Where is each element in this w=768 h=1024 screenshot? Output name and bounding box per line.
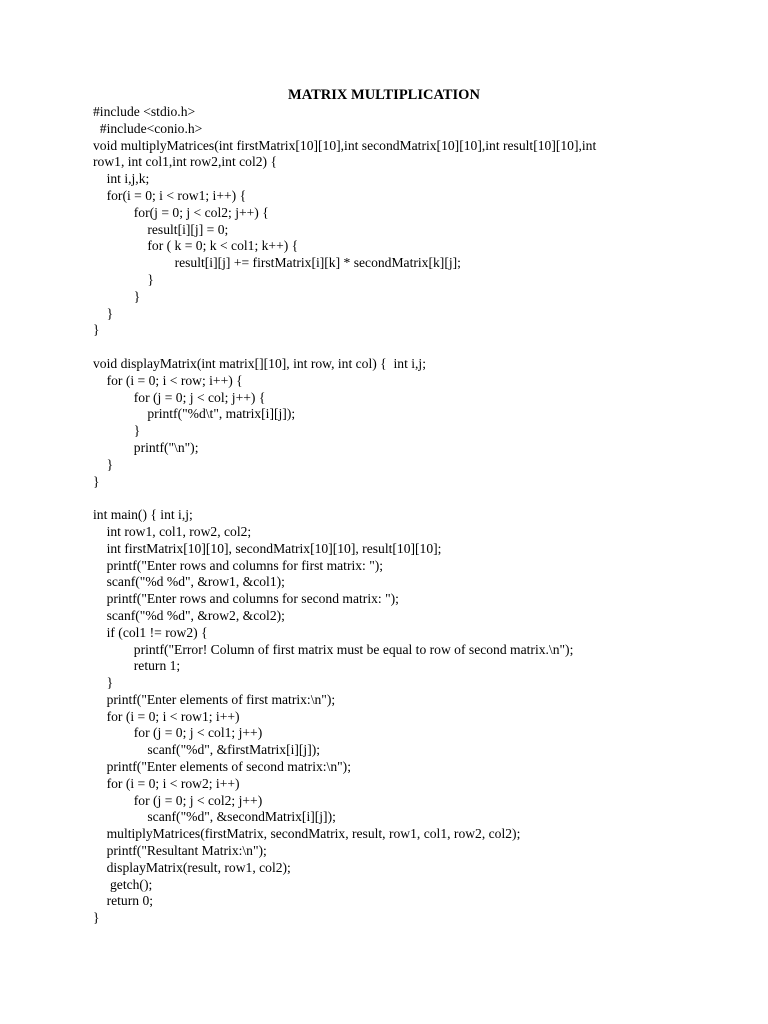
code-line: for(i = 0; i < row1; i++) { (93, 187, 247, 203)
code-line: } (93, 456, 114, 472)
code-line: for (i = 0; i < row; i++) { (93, 372, 243, 388)
code-line: row1, int col1,int row2,int col2) { (93, 154, 277, 170)
code-line: for (i = 0; i < row1; i++) (93, 708, 240, 724)
code-line: void multiplyMatrices(int firstMatrix[10][10],int secondMatrix[10][10],int result[10][10],int (93, 137, 597, 153)
code-line: if (col1 != row2) { (93, 624, 208, 640)
code-line: } (93, 305, 114, 321)
code-line: for (j = 0; j < col2; j++) (93, 792, 263, 808)
code-line: } (93, 910, 100, 926)
code-line: scanf("%d %d", &row1, &col1); (93, 574, 285, 590)
code-line: } (93, 423, 141, 439)
code-line: printf("Resultant Matrix:\n"); (93, 843, 267, 859)
code-line: } (93, 322, 100, 338)
code-line: scanf("%d", &secondMatrix[i][j]); (93, 809, 336, 825)
code-line (93, 339, 765, 356)
code-line: for (j = 0; j < col1; j++) (93, 725, 263, 741)
code-line: void displayMatrix(int matrix[][10], int row, int col) { int i,j; (93, 355, 426, 371)
code-line: #include<conio.h> (93, 120, 203, 136)
code-line: for ( k = 0; k < col1; k++) { (93, 238, 299, 254)
code-line: for (i = 0; i < row2; i++) (93, 775, 240, 791)
code-line: int main() { int i,j; (93, 507, 193, 523)
code-line: getch(); (93, 876, 153, 892)
code-line: printf("Enter elements of second matrix:\n"); (93, 759, 351, 775)
code-line: int i,j,k; (93, 171, 150, 187)
code-line: } (93, 271, 154, 287)
code-line (93, 490, 765, 507)
code-listing (93, 104, 765, 927)
code-line: printf("Enter elements of first matrix:\n"); (93, 691, 336, 707)
code-line: result[i][j] = 0; (93, 221, 229, 237)
code-line: return 1; (93, 658, 181, 674)
code-line: printf("Error! Column of first matrix must be equal to row of second matrix.\n"); (93, 641, 574, 657)
code-line: } (93, 473, 100, 489)
document-title: MATRIX MULTIPLICATION (288, 87, 480, 103)
code-line: } (93, 288, 141, 304)
code-line: for(j = 0; j < col2; j++) { (93, 204, 269, 220)
code-line: } (93, 675, 114, 691)
code-line: int row1, col1, row2, col2; (93, 523, 252, 539)
code-line: multiplyMatrices(firstMatrix, secondMatrix, result, row1, col1, row2, col2); (93, 826, 521, 842)
code-line: printf("Enter rows and columns for first matrix: "); (93, 557, 384, 573)
code-line: int firstMatrix[10][10], secondMatrix[10][10], result[10][10]; (93, 540, 442, 556)
code-line: printf("Enter rows and columns for second matrix: "); (93, 591, 399, 607)
code-line: scanf("%d", &firstMatrix[i][j]); (93, 742, 321, 758)
code-line: displayMatrix(result, row1, col2); (93, 859, 291, 875)
code-line: return 0; (93, 893, 154, 909)
code-line: scanf("%d %d", &row2, &col2); (93, 607, 285, 623)
code-line: for (j = 0; j < col; j++) { (93, 389, 266, 405)
code-line: printf("\n"); (93, 439, 199, 455)
code-line: #include <stdio.h> (93, 104, 196, 119)
code-line: result[i][j] += firstMatrix[i][k] * secondMatrix[k][j]; (93, 255, 461, 271)
code-line: printf("%d\t", matrix[i][j]); (93, 406, 296, 422)
